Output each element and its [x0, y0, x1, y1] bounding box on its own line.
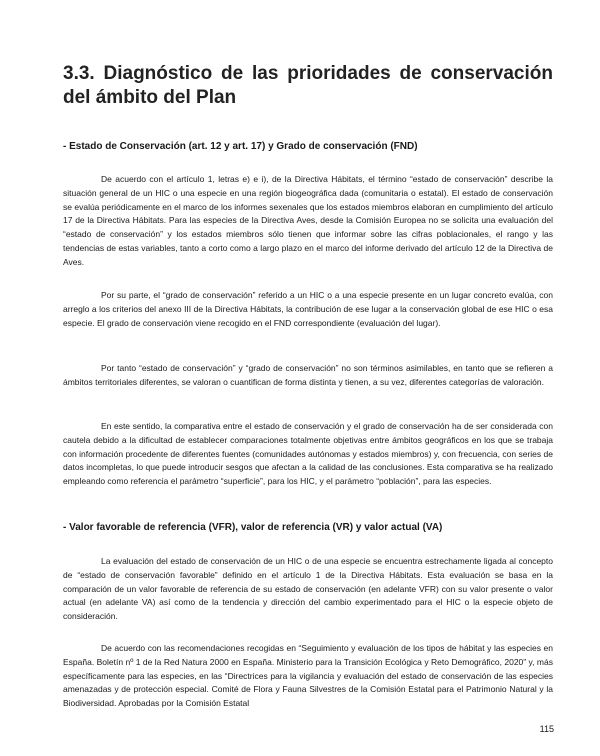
paragraph: Por tanto “estado de conservación” y “grado de conservación” no son términos asimilables, en tanto que se refieren a ámbitos territoriales diferentes, se valoran o cuantifican de forma distinta y tienen, a su vez, diferentes categorías de valoración.: [63, 363, 553, 387]
section-heading-estado-conservacion: - Estado de Conservación (art. 12 y art. 17) y Grado de conservación (FND): [63, 141, 418, 152]
paragraph: La evaluación del estado de conservación de un HIC o de una especie se encuentra estrechamente ligada al concepto de “estado de conservación favorable” definido en el artículo 1 de la Directiva Hábitats. Esta evaluación se basa en la comparación de un valor favorable de referencia de su estado de conservación (en adelante VFR) con su valor presente o valor actual (en adelante VA) así como de la tendencia y dirección del cambio experimentado para el HIC o la especie objeto de consideración.: [63, 556, 553, 622]
page-number: 115: [539, 724, 554, 734]
paragraph: Por su parte, el “grado de conservación” referido a un HIC o a una especie presente en un lugar concreto evalúa, con arreglo a los criterios del anexo III de la Directiva Hábitats, la contribución de ese lugar a la conservación global de ese HIC o esa especie. El grado de conservación viene recogido en el FND correspondiente (evaluación del lugar).: [63, 290, 553, 328]
page-title: 3.3. Diagnóstico de las prioridades de conservación del ámbito del Plan: [63, 63, 553, 108]
paragraph: De acuerdo con las recomendaciones recogidas en “Seguimiento y evaluación de los tipos de hábitat y las especies en España. Boletín nº 1 de la Red Natura 2000 en España. Ministerio para la Transición Ecológica y Reto Demográfico, 2020” y, más específicamente para las especies, en las “Directrices para la vigilancia y evaluación del estado de conservación de las especies amenazadas y de protección especial. Comité de Flora y Fauna Silvestres de la Comisión Estatal para el Patrimonio Natural y la Biodiversidad. Aprobadas por la Comisión Estatal: [63, 643, 553, 709]
section-heading-valor-referencia: - Valor favorable de referencia (VFR), valor de referencia (VR) y valor actual (VA): [63, 522, 443, 533]
paragraph: En este sentido, la comparativa entre el estado de conservación y el grado de conservación ha de ser considerada con cautela debido a la dificultad de establecer comparaciones totalmente objetivas entre ámbitos geográficos en los que se trabaja con información procedente de diferentes fuentes (comunidades autónomas y estados miembros) y, con frecuencia, con series de datos incompletas, lo que puede introducir sesgos que afectan a la calidad de las conclusiones. Esta comparativa se ha realizado empleando como referencia el parámetro “superficie”, para los HIC, y el parámetro “población”, para las especies.: [63, 421, 553, 487]
paragraph: De acuerdo con el artículo 1, letras e) e i), de la Directiva Hábitats, el término “estado de conservación” describe la situación general de un HIC o una especie en una región biogeográfica dada (comunitaria o estatal). El estado de conservación se evalúa periódicamente en el marco de los informes sexenales que los estados miembros elaboran en cumplimiento del artículo 17 de la Directiva Hábitats. Para las especies de la Directiva Aves, desde la Comisión Europea no se solicita una evaluación del “estado de conservación” y los estados miembros sólo tienen que informar sobre las cifras poblacionales, el rango y las tendencias de estas variables, tanto a corto como a largo plazo en el marco del informe derivado del artículo 12 de la Directiva de Aves.: [63, 174, 553, 267]
